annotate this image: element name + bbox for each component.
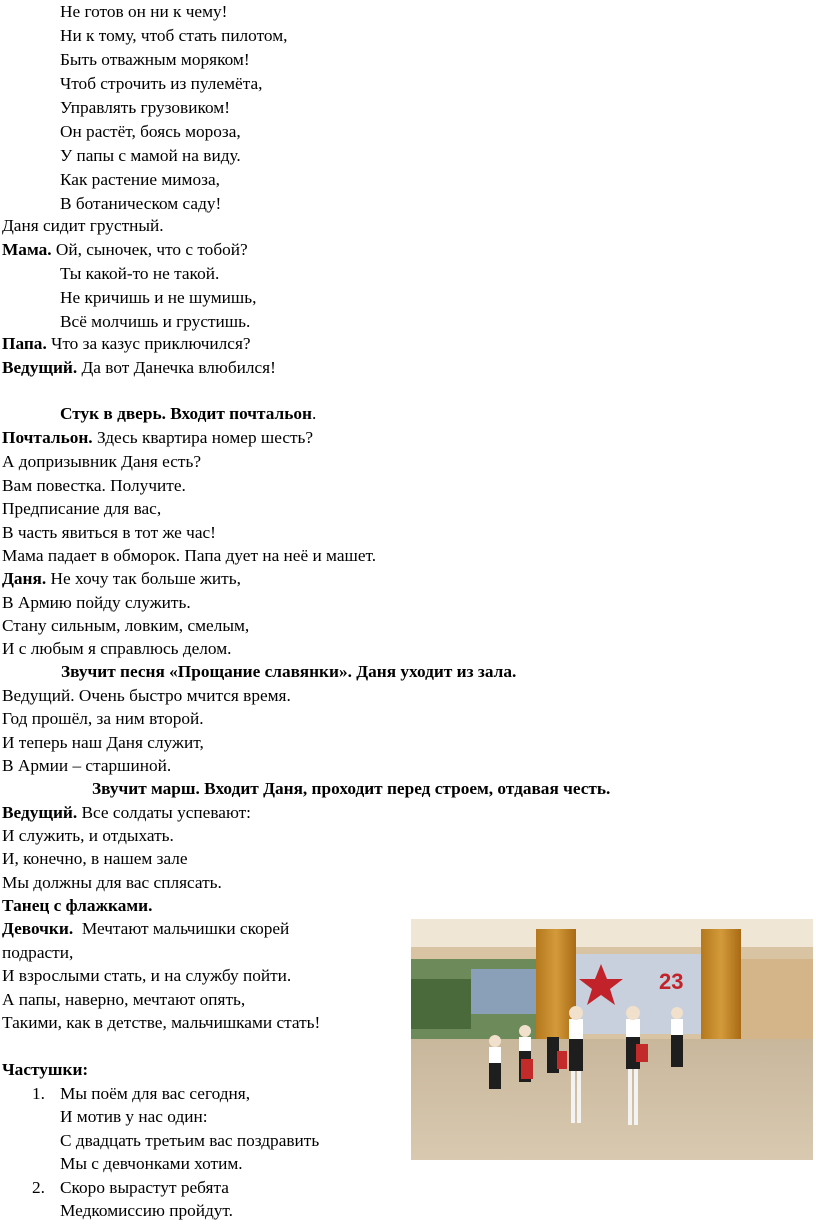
text-line: В часть явиться в тот же час! xyxy=(2,523,216,542)
banner-number: 23 xyxy=(659,969,684,994)
dialogue-line xyxy=(2,801,251,824)
poem-line: Он растёт, боясь мороза, xyxy=(60,122,241,141)
speaker: Ведущий. xyxy=(2,358,78,377)
dance-title: Танец с флажками. xyxy=(2,896,153,915)
speaker: Девочки. xyxy=(2,919,74,938)
poem-line: Ты какой-то не такой. xyxy=(60,264,220,283)
poem-line: Всё молчишь и грустишь. xyxy=(60,312,251,331)
poem-line: В ботаническом саду! xyxy=(60,194,222,213)
curtain-right xyxy=(701,929,741,1039)
list-item-line: Мы с девчонками хотим. xyxy=(60,1154,243,1173)
text-line: Год прошёл, за ним второй. xyxy=(2,709,204,728)
text-line: Стану сильным, ловким, смелым, xyxy=(2,616,250,635)
text-line: И, конечно, в нашем зале xyxy=(2,849,188,868)
dialogue-line xyxy=(2,238,248,261)
stage-heading-text: Стук в дверь. Входит почтальон xyxy=(60,404,312,423)
poem-line: Чтоб строчить из пулемёта, xyxy=(60,74,263,93)
poem-line: Быть отважным моряком! xyxy=(60,50,250,69)
speaker: Папа. xyxy=(2,334,47,353)
dialogue-text: Здесь квартира номер шесть? xyxy=(92,428,314,447)
speaker: Мама. xyxy=(2,240,52,259)
section-title xyxy=(2,894,152,917)
list-item-line: Скоро вырастут ребята xyxy=(60,1178,229,1197)
text-line: И служить, и отдыхать. xyxy=(2,826,174,845)
dialogue-text: Да вот Данечка влюбился! xyxy=(77,358,276,377)
speaker: Даня. xyxy=(2,569,47,588)
text-line: И взрослыми стать, и на службу пойти. xyxy=(2,966,292,985)
stage-direction: Мама падает в обморок. Папа дует на неё и машет. xyxy=(2,546,377,565)
dialogue-line xyxy=(2,567,241,590)
stage-heading xyxy=(60,402,316,425)
dialogue-text: Все солдаты успевают: xyxy=(77,803,251,822)
dialogue-line xyxy=(2,917,289,940)
list-item-line: Мы поём для вас сегодня, xyxy=(60,1084,251,1103)
photo-illustration xyxy=(411,919,813,1160)
poem-line: Ни к тому, чтоб стать пилотом, xyxy=(60,26,288,45)
poem-line: Не готов он ни к чему! xyxy=(60,2,228,21)
poem-line: Как растение мимоза, xyxy=(60,170,220,189)
text-line: подрасти, xyxy=(2,943,74,962)
text-line: В Армию пойду служить. xyxy=(2,593,191,612)
stage-direction: Даня сидит грустный. xyxy=(2,216,164,235)
poem-line: У папы с мамой на виду. xyxy=(60,146,241,165)
stage-heading-text: Звучит песня «Прощание славянки». Даня уходит из зала. xyxy=(61,662,517,681)
text-line: А папы, наверно, мечтают опять, xyxy=(2,990,246,1009)
stage-heading-tail: . xyxy=(311,404,317,423)
dialogue-text: Что за казус приключился? xyxy=(46,334,251,353)
dialogue-line xyxy=(2,426,313,449)
chastushki-title: Частушки: xyxy=(2,1060,89,1079)
text-line: Предписание для вас, xyxy=(2,499,162,518)
text-line: Мы должны для вас сплясать. xyxy=(2,873,222,892)
stage-heading xyxy=(92,777,610,800)
text-line: Ведущий. Очень быстро мчится время. xyxy=(2,686,291,705)
text-line: Вам повестка. Получите. xyxy=(2,476,186,495)
list-item-line: С двадцать третьим вас поздравить xyxy=(60,1131,320,1150)
dialogue-text: Мечтают мальчишки скорей xyxy=(73,919,290,938)
list-item-line: И мотив у нас один: xyxy=(60,1107,208,1126)
dialogue-line xyxy=(2,356,276,379)
dance-photo xyxy=(411,919,813,1160)
text-line: В Армии – старшиной. xyxy=(2,756,172,775)
dialogue-text: Не хочу так больше жить, xyxy=(46,569,241,588)
speaker: Ведущий. xyxy=(2,803,78,822)
dialogue-line xyxy=(2,332,251,355)
text-line: И с любым я справлюсь делом. xyxy=(2,639,232,658)
dialogue-text: Ой, сыночек, что с тобой? xyxy=(51,240,248,259)
text-line: Такими, как в детстве, мальчишками стать! xyxy=(2,1013,321,1032)
section-title xyxy=(2,1058,88,1081)
list-number: 2. xyxy=(32,1178,45,1197)
list-number: 1. xyxy=(32,1084,45,1103)
text-line: А допризывник Даня есть? xyxy=(2,452,202,471)
stage-heading xyxy=(61,660,516,683)
text-line: И теперь наш Даня служит, xyxy=(2,733,204,752)
poem-line: Управлять грузовиком! xyxy=(60,98,230,117)
poem-line: Не кричишь и не шумишь, xyxy=(60,288,257,307)
stage-heading-text: Звучит марш. Входит Даня, проходит перед строем, отдавая честь. xyxy=(92,779,611,798)
speaker: Почтальон. xyxy=(2,428,93,447)
list-item-line: Медкомиссию пройдут. xyxy=(60,1201,233,1220)
